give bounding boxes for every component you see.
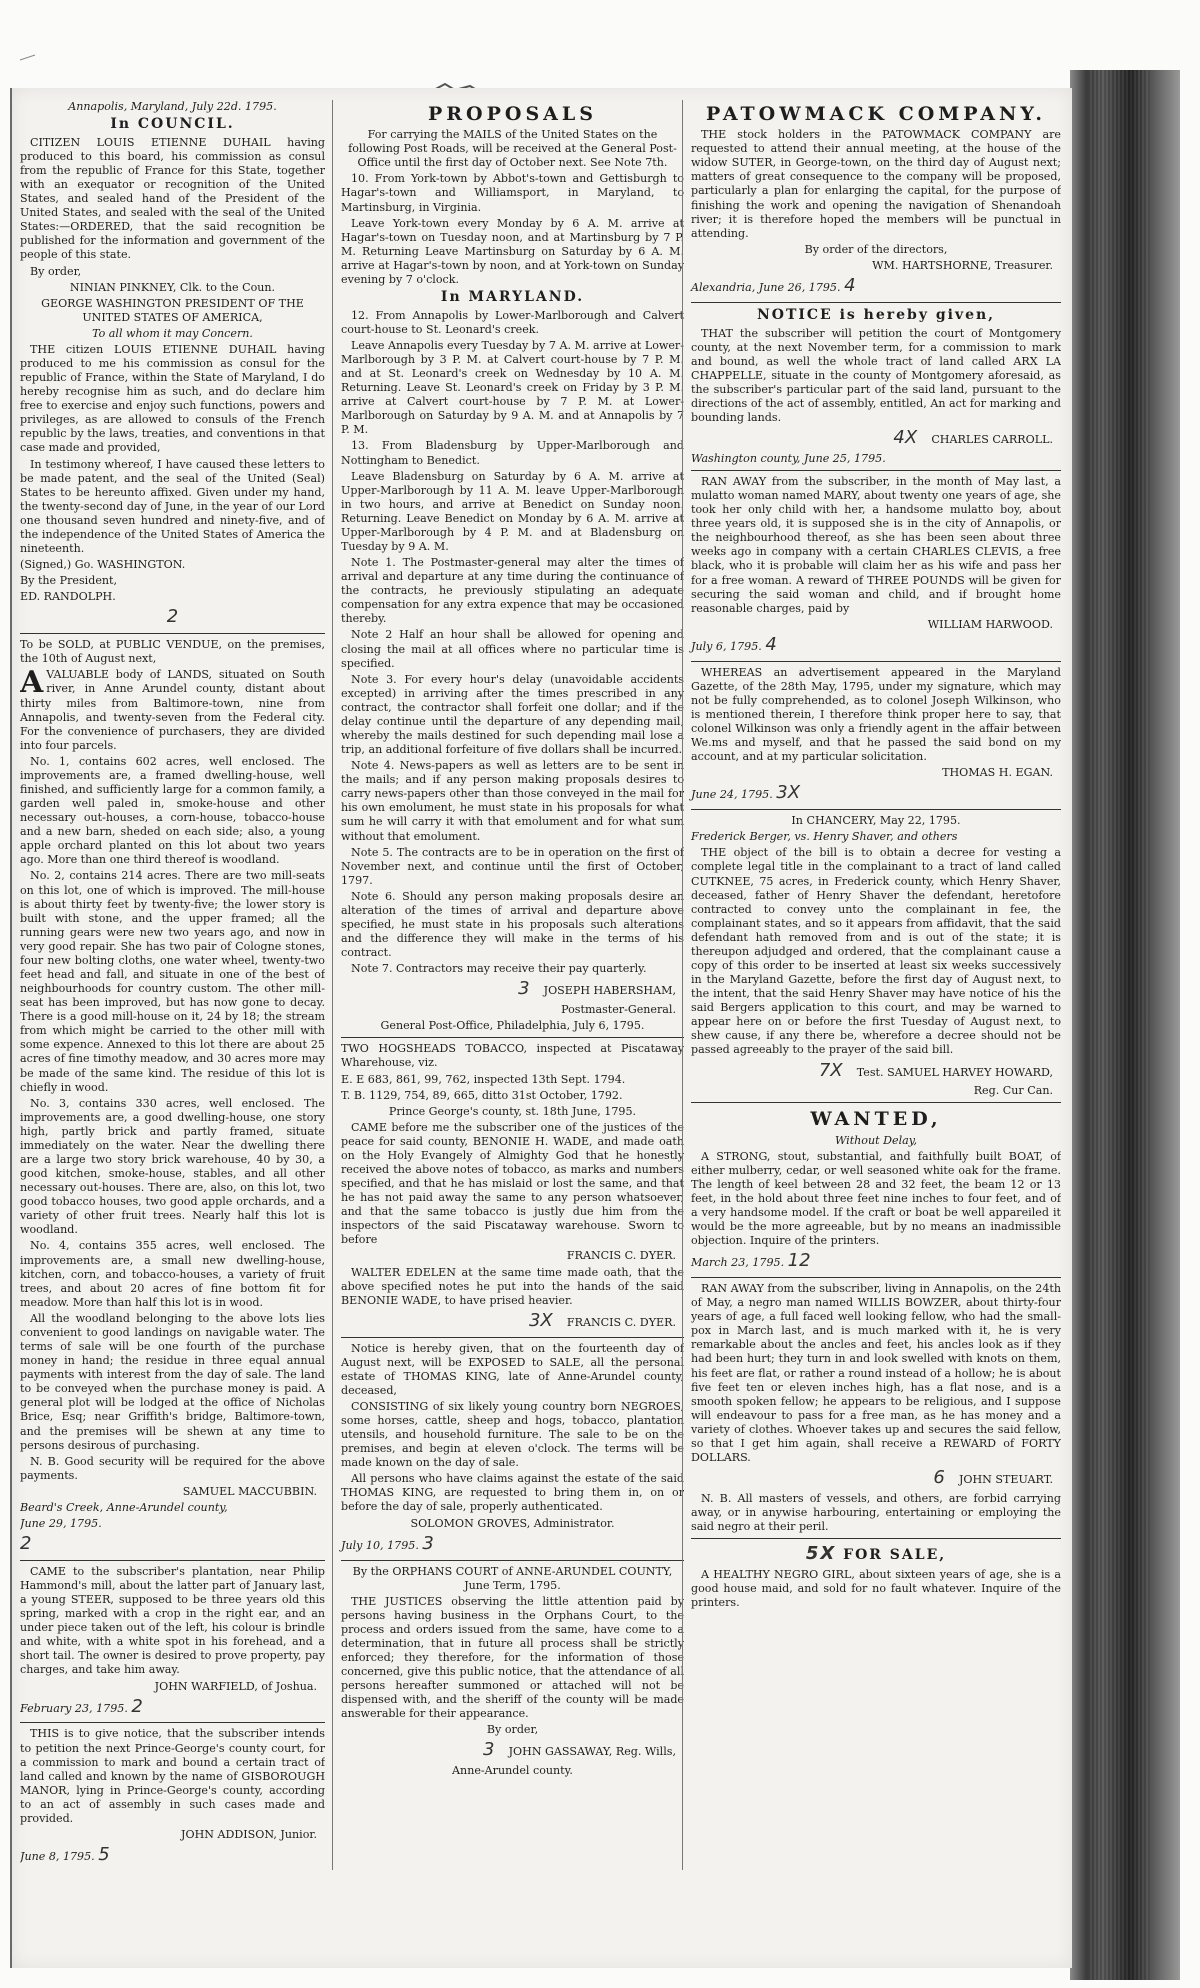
mary-body: RAN AWAY from the subscriber, in the month of May last, a mulatto woman named MARY, about twenty one years of age, she took her only child with her, a handsome mulatto boy, about three years old, it is supposed she is in the city of Annapolis, or the neighbourhood thereof, as she has been seen about three weeks ago in company with a certain CHARLES CLEVIS, a free black, who it is probable will claim her as his wife and pass her for a free woman. A reward of THREE POUNDS will be given for securing the said woman and child, and if brought home reasonable charges, paid by — [691, 475, 1061, 615]
divider — [691, 1538, 1061, 1539]
chancery-ad — [691, 814, 1061, 1098]
vendue-terms: All the woodland belonging to the above lots lies convenient to good landings on navigable water. The terms of sale will be one fourth of the purchase money in hand; the residue in three equal annual payments with interest from the day of sale. The land to be conveyed when the purchase money is paid. A general plot will be lodged at the office of Nicholas Brice, Esq; near Griffith's bridge, Baltimore-town, and the premises will be shewn at any time to persons desirous of purchasing. — [20, 1311, 325, 1452]
wanted-date — [691, 1250, 1061, 1273]
handwritten-mark: 7X — [818, 1059, 843, 1081]
carroll-title: NOTICE is hereby given, — [756, 306, 996, 323]
carroll-date: Washington county, June 25, 1795. — [691, 451, 886, 465]
orphans-county: Anne-Arundel county. — [452, 1764, 573, 1778]
bowzer-signer — [691, 1467, 1053, 1490]
column-2 — [332, 100, 684, 1870]
divider — [341, 1560, 684, 1561]
vendue-ad — [20, 638, 325, 1556]
tobacco-ad — [341, 1042, 684, 1332]
book-spine — [1070, 70, 1180, 1980]
drop-cap: A — [20, 665, 44, 701]
vendue-lot-1: No. 1, contains 602 acres, well enclosed. The improvements are, a framed dwelling-house, well finished, and sufficiently large for a common family, a garden well paled in, smoke-house and other necessary out-houses, a corn-house, tobacco-house and a new barn, sheded on each side; also, a young apple orchard planted on this lot about two years ago. More than one third thereof is woodland. — [20, 754, 325, 867]
vendue-lot-4: No. 4, contains 355 acres, well enclosed. The improvements are, a small new dwelling-house, kitchen, corn, and tobacco-houses, a variety of fruit trees, and about 20 acres of fine bottom fit for meadow. More than half this lot is in wood. — [20, 1239, 325, 1309]
council-notice — [20, 100, 325, 629]
in-maryland-heading: In MARYLAND. — [440, 288, 585, 305]
note-2: Note 2 Half an hour shall be allowed for opening and closing the mail at all offices where no particular time is specified. — [341, 628, 684, 670]
handwritten-mark: 3X — [528, 1309, 553, 1331]
addison-signer: JOHN ADDISON, Junior. — [181, 1828, 317, 1842]
vendue-place: Beard's Creek, Anne-Arundel county, — [20, 1500, 228, 1514]
carroll-signer-name: CHARLES CARROLL. — [931, 433, 1053, 447]
note-4: Note 4. News-papers as well as letters are to be sent in the mails; and if any person making proposals desires to carry news-papers other than those conveyed in the mail for his own emolument, he must state in his proposals for what sum he will carry it with that emolument and for what sum without that emolument. — [341, 759, 684, 843]
divider — [20, 1560, 325, 1561]
king-intro: Notice is hereby given, that on the fourteenth day of August next, will be EXPOSED to SALE, all the personal estate of THOMAS KING, late of Anne-Arundel county, deceased, — [341, 1341, 684, 1397]
note-7: Note 7. Contractors may receive their pay quarterly. — [351, 962, 647, 976]
tobacco-heading: TWO HOGSHEADS TOBACCO, inspected at Piscataway Wharehouse, viz. — [341, 1042, 684, 1070]
tobacco-e-notes: E. E 683, 861, 99, 762, inspected 13th Sept. 1794. — [341, 1072, 626, 1086]
mary-signer: WILLIAM HARWOOD. — [927, 617, 1053, 631]
carroll-body: THAT the subscriber will petition the court of Montgomery county, at the next November term, for a commission to mark and bound, as well the whole tract of land called ARX LA CHAPPELLE, situate in the county of Montgomery aforesaid, as the subscriber's particular part of the said land, pursuant to the directions of the act of assembly, entitled, An act for marking and bounding lands. — [691, 326, 1061, 424]
president-heading: GEORGE WASHINGTON PRESIDENT OF THE UNITED STATES OF AMERICA, — [41, 296, 304, 324]
king-body: CONSISTING of six likely young country born NEGROES, some horses, cattle, sheep and hogs, tobacco, plantation utensils, and household furniture. The sale to be on the premises, and begin at eleven o'clock. The terms will be made known on the day of sale. — [341, 1399, 684, 1470]
vendue-signer: SAMUEL MACCUBBIN. — [182, 1484, 317, 1498]
by-the-president: By the President, — [20, 574, 118, 588]
patowmack-signer: WM. HARTSHORNE, Treasurer. — [872, 258, 1053, 272]
divider — [20, 633, 325, 634]
council-by-order: By order, — [30, 264, 82, 278]
steer-date-text: February 23, 1795. — [20, 1701, 128, 1715]
patowmack-by-order: By order of the directors, — [804, 242, 948, 256]
egan-ad — [691, 666, 1061, 805]
handwritten-mark: 5 — [98, 1844, 110, 1866]
carroll-ad — [691, 307, 1061, 466]
handwritten-mark: 12 — [787, 1250, 811, 1272]
egan-body: WHEREAS an advertisement appeared in the Maryland Gazette, of the 28th May, 1795, under my signature, which may not be fully comprehended, as to colonel Joseph Wilkinson, who is mentioned therein, I therefore think proper here to say, that colonel Wilkinson was only a friendly agent in the affair between We.ms and myself, and that he passed the said bond on my account, and at my particular solicitation. — [691, 665, 1061, 764]
habersham-signer — [341, 978, 676, 1001]
mary-runaway-ad — [691, 475, 1061, 657]
king-estate-ad — [341, 1342, 684, 1556]
route-13-schedule: Leave Bladensburg on Saturday by 6 A. M. arrive at Upper-Marlborough by 11 A. M. leave Upper-Marlborough in two hours, and arrive at Benedict on Sunday noon. Returning. Leave Benedict on Monday by 6 A. M. arrive at Upper-Marlborough by 4 P. M. and at Bladensburg on Tuesday by 9 A. M. — [341, 469, 684, 553]
orphans-signer-name: JOHN GASSAWAY, Reg. Wills, — [508, 1745, 676, 1759]
proclamation-body: THE citizen LOUIS ETIENNE DUHAIL having produced to me his commission as consul for the republic of France, within the State of Maryland, I do hereby recognise him as such, and do declare him free to exercise and enjoy such functions, powers and privileges, as are allowed to consuls of the French republic by the laws, treaties, and conventions in that case made and provided, — [20, 342, 325, 455]
handwritten-mark: 2 — [131, 1695, 143, 1717]
testimony-body: In testimony whereof, I have caused these letters to be made patent, and the seal of the United (Seal) States to be hereunto affixed. Given under my hand, the twenty-second day of June, in the year of our Lord one thousand seven hundred and ninety-five, and of the independence of the United States of America the nineteenth. — [20, 457, 325, 556]
steer-signer: JOHN WARFIELD, of Joshua. — [154, 1679, 317, 1693]
wanted-subtitle: Without Delay, — [834, 1133, 918, 1147]
steer-ad — [20, 1565, 325, 1719]
tobacco-body: CAME before me the subscriber one of the justices of the peace for said county, BENONIE H. WADE, and made oath on the Holy Evangely of Almighty God that he honestly received the above notes of tobacco, as marks and numbers specified, and that he has mislaid or lost the same, and that he has not paid away the same to any person whatsoever, and that the same tobacco is justly due him from the inspectors of the said Piscataway warehouse. Sworn to before — [341, 1120, 684, 1247]
divider — [691, 302, 1061, 303]
divider — [691, 661, 1061, 662]
wanted-ad — [691, 1107, 1061, 1273]
proposals-title: PROPOSALS — [427, 103, 597, 125]
top-margin-marks — [0, 0, 1070, 90]
patowmack-ad — [691, 102, 1061, 298]
orphans-body: THE JUSTICES observing the little attention paid by persons having business in the Orphans Court, to the process and orders issued from the same, have come to a determination, that in future all process shall be strictly enforced; they therefore, for the information of those concerned, give this public notice, that the attendance of all persons hereafter summoned or attached will not be dispensed with, and the sheriff of the county will be made answerable for their appearance. — [341, 1594, 684, 1721]
patowmack-date-text: Alexandria, June 26, 1795. — [691, 280, 841, 294]
tobacco-signer-2 — [341, 1310, 676, 1333]
divider — [691, 1102, 1061, 1103]
wanted-body: A STRONG, stout, substantial, and faithfully built BOAT, of either mulberry, cedar, or well seasoned white oak for the frame. The length of keel between 28 and 32 feet, the beam 12 or 13 feet, in the hold about three feet nine inches to four feet, and of a very handsome model. If the craft or boat be well appareiled it would be the more agreeable, but by no means an inadmissible objection. Inquire of the printers. — [691, 1149, 1061, 1248]
proposals-intro: For carrying the MAILS of the United States on the following Post Roads, will be received at the General Post-Office until the first day of October next. See Note 7th. — [348, 128, 677, 170]
handwritten-mark: 2 — [166, 606, 179, 628]
habersham-name: JOSEPH HABERSHAM, — [543, 984, 676, 998]
route-12: 12. From Annapolis by Lower-Marlborough and Calvert court-house to St. Leonard's creek. — [341, 308, 684, 336]
vendue-p1-text: VALUABLE body of LANDS, situated on South river, in Anne Arundel county, distant about thirty miles from Baltimore-town, nine from Annapolis, and twenty-seven from the Federal city. For the convenience of purchasers, they are divided into four parcels. — [20, 668, 325, 752]
note-5: Note 5. The contracts are to be in operation on the first of November next, and continue until the first of October, 1797. — [341, 845, 684, 887]
route-10: 10. From York-town by Abbot's-town and Gettisburgh to Hagar's-town and Williamsport, in Maryland, to Martinsburg, in Virginia. — [341, 172, 684, 214]
tobacco-signer-2-name: FRANCIS C. DYER. — [566, 1315, 676, 1329]
handwritten-mark: 4 — [765, 633, 777, 655]
mary-date-text: July 6, 1795. — [691, 639, 762, 653]
tobacco-t-notes: T. B. 1129, 754, 89, 665, ditto 31st October, 1792. — [341, 1088, 623, 1102]
post-office-place: General Post-Office, Philadelphia, July 6, 1795. — [380, 1019, 645, 1033]
habersham-title: Postmaster-General. — [561, 1003, 676, 1017]
egan-date — [691, 782, 1061, 805]
column-1 — [20, 100, 325, 1870]
patowmack-title: PATOWMACK COMPANY. — [705, 103, 1047, 125]
carroll-signer — [691, 427, 1053, 450]
steer-date — [20, 1696, 325, 1719]
route-12-schedule: Leave Annapolis every Tuesday by 7 A. M. arrive at Lower-Marlborough by 3 P. M. at Calvert court-house by 7 P. M. and at St. Leonard's creek on Wednesday by 10 A. M. Returning. Leave St. Leonard's creek on Friday by 3 P. M. arrive at Calvert court-house by 7 P. M. at Lower-Marlborough on Saturday by 9 A. M. and at Annapolis by 7 P. M. — [341, 338, 684, 437]
for-sale-title — [691, 1543, 1061, 1566]
vendue-intro: To be SOLD, at PUBLIC VENDUE, on the premises, the 10th of August next, — [20, 638, 325, 666]
orphans-court-ad — [341, 1565, 684, 1779]
vendue-lot-2: No. 2, contains 214 acres. There are two mill-seats on this lot, one of which is improved. The mill-house is about thirty feet by twenty-five; the lower story is built with stone, and the upper framed; all the running gears were new two years ago, and now in very good repair. She has two pair of Cologne stones, four new bolting cloths, one water wheel, twenty-two feet head and fall, and situate in one of the best of neighbourhoods for country custom. The other mill-seat has been improved, but has now gone to decay. There is a good mill-house on it, 24 by 18; the stream from which might be carried to the other mill with some expence. Annexed to this lot there are about 25 acres of fine timothy meadow, and 30 acres more may be made of the same kind. The residue of this lot is chiefly in wood. — [20, 869, 325, 1094]
chancery-signer — [691, 1060, 1053, 1083]
tobacco-signer: FRANCIS C. DYER. — [566, 1249, 676, 1263]
chancery-parties: Frederick Berger, vs. Henry Shaver, and others — [691, 830, 958, 844]
note-1: Note 1. The Postmaster-general may alter the times of arrival and departure at any time during the continuance of the contracts, he previously stipulating an adequate compensation for any extra expence that may be occasioned thereby. — [341, 556, 684, 626]
king-claims: All persons who have claims against the estate of the said THOMAS KING, are requested to bring them in, on or before the day of sale, properly authenticated. — [341, 1472, 684, 1514]
orphans-heading: By the ORPHANS COURT of ANNE-ARUNDEL COUNTY, June Term, 1795. — [352, 1564, 673, 1592]
bowzer-signer-name: JOHN STEUART. — [958, 1473, 1053, 1487]
divider — [691, 809, 1061, 810]
handwritten-mark: 2 — [20, 1533, 32, 1555]
orphans-signer — [341, 1739, 676, 1762]
king-date — [341, 1533, 684, 1556]
king-signer: SOLOMON GROVES, Administrator. — [410, 1516, 615, 1530]
vendue-lot-3: No. 3, contains 330 acres, well enclosed. The improvements are, a good dwelling-house, one story high, partly brick and partly framed, situate immediately on the water. Near the dwelling there are a large two story brick warehouse, 40 by 30, a good kitchen, smoke-house, stables, and all other necessary out-houses. There are, also, on this lot, two good tobacco houses, two good apple orchards, and a variety of other fruit trees. Nearly half this lot is woodland. — [20, 1096, 325, 1237]
handwritten-mark: 3 — [483, 1739, 495, 1761]
divider — [20, 1722, 325, 1723]
chancery-signer-name: Test. SAMUEL HARVEY HOWARD, — [856, 1065, 1053, 1079]
bowzer-runaway-ad — [691, 1282, 1061, 1534]
divider — [691, 1277, 1061, 1278]
edelen-oath: WALTER EDELEN at the same time made oath, that the above specified notes he put into the hands of the said BENONIE WADE, to have prised heavier. — [341, 1265, 684, 1307]
council-heading: In COUNCIL. — [110, 116, 235, 133]
king-date-text: July 10, 1795. — [341, 1538, 419, 1552]
vendue-p1 — [20, 665, 325, 752]
council-body: CITIZEN LOUIS ETIENNE DUHAIL having produced to this board, his commission as consul from the republic of France for this State, together with an exequator or recognition of the United States, and sealed hand of the President of the United States, and sealed with the seal of the United States:—ORDERED, that the said recognition be published for the information and government of the people of this state. — [20, 135, 325, 262]
handwritten-mark: 3X — [776, 782, 801, 804]
divider — [341, 1337, 684, 1338]
note-6: Note 6. Should any person making proposals desire an alteration of the times of arrival and departure above specified, he must state in his proposals such alterations and the difference they will make in the terms of his contract. — [341, 889, 684, 960]
wanted-date-text: March 23, 1795. — [691, 1256, 785, 1270]
steer-body: CAME to the subscriber's plantation, near Philip Hammond's mill, about the latter part of January last, a young STEER, supposed to be three years old this spring, marked with a crop in the right ear, and an under piece taken out of the left, his colour is brindle and white, with a white spot in his forehead, and a short tail. The owner is desired to prove property, pay charges, and take him away. — [20, 1564, 325, 1677]
randolph-signature: ED. RANDOLPH. — [20, 590, 116, 604]
divider — [341, 1037, 684, 1038]
proposals-ad — [341, 102, 684, 1033]
signed-washington: (Signed,) Go. WASHINGTON. — [20, 558, 186, 572]
vendue-date: June 29, 1795. — [20, 1516, 102, 1530]
handwritten-mark: 4X — [893, 427, 918, 449]
handwritten-mark: 3 — [422, 1532, 434, 1554]
tobacco-county: Prince George's county, st. 18th June, 1795. — [388, 1104, 637, 1118]
handwritten-mark: 5X — [805, 1543, 837, 1565]
bowzer-nb: N. B. All masters of vessels, and others, are forbid carrying away, or in anywise harbouring, entertaining or employing the said negro at their peril. — [691, 1491, 1061, 1534]
for-sale-body: A HEALTHY NEGRO GIRL, about sixteen years of age, she is a good house maid, and sold for no fault whatever. Inquire of the printers. — [691, 1568, 1061, 1610]
note-3: Note 3. For every hour's delay (unavoidable accidents excepted) in arriving after the times prescribed in any contract, the contractor shall forfeit one dollar; and if the delay continue until the departure of any depending mail, whereby the mails destined for such depending mail lose a trip, an additional forfeiture of five dollars shall be incurred. — [341, 672, 684, 757]
route-10-schedule: Leave York-town every Monday by 6 A. M. arrive at Hagar's-town on Tuesday noon, and at Martinsburg by 7 P. M. Returning Leave Martinsburg on Saturday by 6 A. M. arrive at Hagar's-town by noon, and at York-town on Sunday evening by 7 o'clock. — [341, 216, 684, 286]
mary-date — [691, 634, 1061, 657]
for-sale-ad — [691, 1543, 1061, 1610]
chancery-heading: In CHANCERY, May 22, 1795. — [791, 814, 961, 828]
for-sale-title-text: FOR SALE, — [843, 1547, 947, 1564]
patowmack-body: THE stock holders in the PATOWMACK COMPANY are requested to attend their annual meeting, at the house of the widow SUTER, in George-town, on the third day of August next; matters of great consequence to the company will be proposed, particularly a plan for enlarging the capital, for the purpose of finishing the work and opening the navigation of Shenandoah river; it is therefore hoped the members will be punctual in attending. — [691, 128, 1061, 240]
addison-body: THIS is to give notice, that the subscriber intends to petition the next Prince-George's county court, for a commission to mark and bound a certain tract of land called and known by the name of GISBOROUGH MANOR, lying in Prince-George's county, according to an act of assembly in such cases made and provided. — [20, 1727, 325, 1825]
route-13: 13. From Bladensburg by Upper-Marlborough and Nottingham to Benedict. — [341, 439, 684, 467]
handwritten-mark: 4 — [844, 274, 856, 296]
wanted-title: WANTED, — [810, 1108, 942, 1131]
column-3 — [682, 100, 1061, 1870]
handwritten-mark: 3 — [518, 978, 530, 1000]
to-all-line: To all whom it may Concern. — [92, 326, 253, 340]
orphans-by-order: By order, — [486, 1723, 539, 1737]
patowmack-date — [691, 275, 1061, 298]
chancery-signer-title: Reg. Cur Can. — [973, 1084, 1053, 1098]
addison-date-text: June 8, 1795. — [20, 1850, 95, 1864]
chancery-body: THE object of the bill is to obtain a decree for vesting a complete legal title in the complainant to a tract of land called CUTKNEE, 75 acres, in Frederick county, which Henry Shaver, deceased, father of Henry Shaver the defendant, heretofore contracted to convey unto the complainant in fee, the complainant states, and so it appears from affidavit, that the said defendant hath removed from and is out of the state; it is thereupon adjudged and ordered, that the complainant cause a copy of this order to be inserted at least six weeks successively in the Maryland Gazette, before the first day of August next, to the intent, that the said Henry Shaver may have notice of his the said Bergers application to this court, and may be warned to appear here on or before the first Tuesday of August next, to shew cause, if any there be, wherefore a decree should not be passed agreeably to the prayer of the said bill. — [691, 846, 1061, 1057]
addison-date — [20, 1844, 325, 1867]
council-dateline: Annapolis, Maryland, July 22d. 1795. — [68, 100, 277, 113]
vendue-nb: N. B. Good security will be required for the above payments. — [20, 1454, 325, 1482]
divider — [691, 470, 1061, 471]
egan-date-text: June 24, 1795. — [691, 788, 773, 802]
addison-ad — [20, 1727, 325, 1866]
bowzer-body: RAN AWAY from the subscriber, living in Annapolis, on the 24th of May, a negro man named WILLIS BOWZER, about thirty-four years of age, a full faced well looking fellow, who had the small-pox in March last, and is much marked with it, he is very remarkable about the ancles and feet, his ancles look as if they had been hurt; they turn in and look swelled with knots on them, his feet are flat, or rather a round instead of a hollow; he is about five feet ten or eleven inches high, has a flat nose, and is a smooth spoken fellow; he appears to be religious, and I suppose will endeavour to pass for a free man, as he has money and a variety of clothes. Whoever takes up and secures the said fellow, so that I get him again, shall receive a REWARD of FORTY DOLLARS. — [691, 1282, 1061, 1465]
council-clerk: NINIAN PINKNEY, Clk. to the Coun. — [69, 280, 276, 294]
egan-signer: THOMAS H. EGAN. — [942, 766, 1053, 780]
handwritten-mark: 6 — [933, 1467, 945, 1489]
